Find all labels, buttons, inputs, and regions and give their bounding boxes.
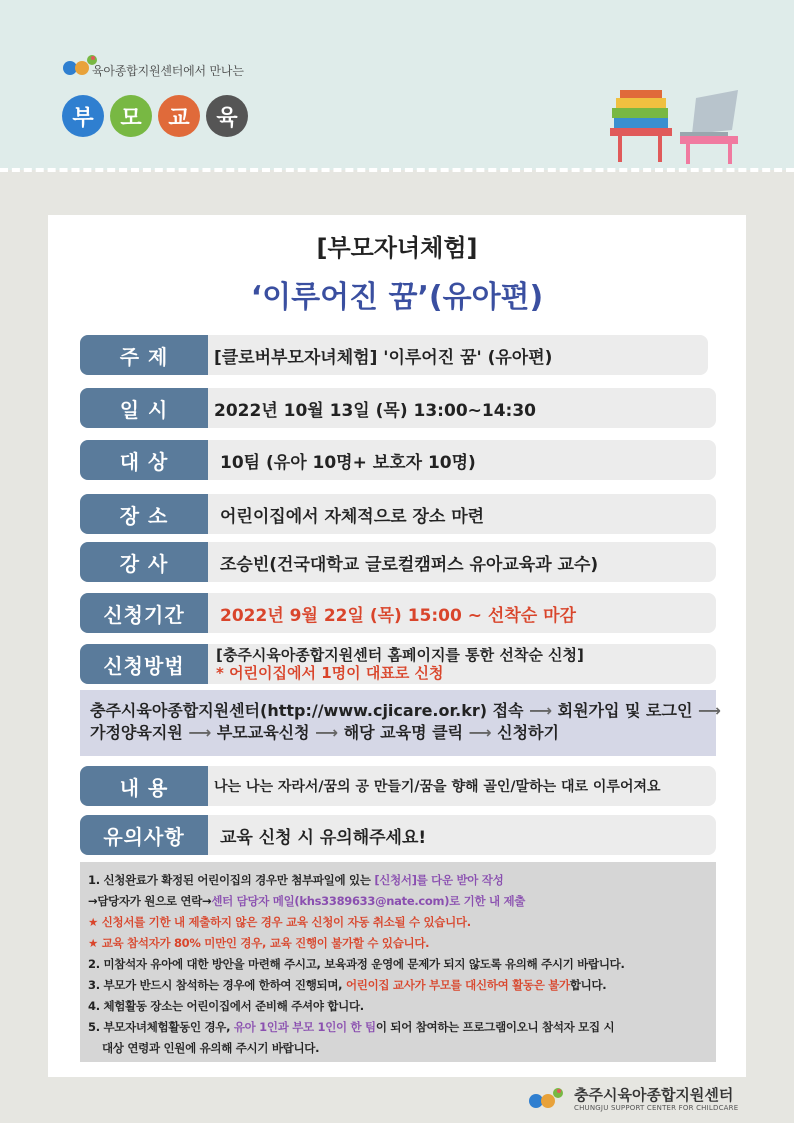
row-label: 유의사항 bbox=[80, 815, 208, 855]
note-text: 3. 부모가 반드시 참석하는 경우에 한하여 진행되며, bbox=[88, 978, 346, 992]
note-text: →담당자가 원으로 연락→ bbox=[88, 894, 212, 908]
note-highlight: 센터 담당자 메일(khs3389633@nate.com)로 기한 내 제출 bbox=[211, 894, 526, 908]
row-value: 2022년 9월 22일 (목) 15:00 ~ 선착순 마감 bbox=[220, 605, 576, 626]
note-text: 4. 체험활동 장소는 어린이집에서 준비해 주셔야 합니다. bbox=[88, 999, 364, 1013]
method-note: * 어린이집에서 1명이 대표로 신청 bbox=[216, 664, 444, 682]
page-subtitle: ‘이루어진 꿈’(유아편) bbox=[250, 280, 544, 315]
row-value: 10팀 (유아 10명+ 보호자 10명) bbox=[220, 452, 476, 473]
procedure-step: 가정양육지원 bbox=[90, 723, 183, 742]
info-row-target bbox=[80, 440, 716, 480]
info-row-period bbox=[80, 593, 716, 633]
note-highlight: 어린이집 교사가 부모를 대신하여 활동은 불가 bbox=[345, 978, 570, 992]
arrow-icon: ⟶ bbox=[468, 723, 492, 742]
row-value: 교육 신청 시 유의해주세요! bbox=[220, 827, 427, 848]
row-value: 2022년 10월 13일 (목) 13:00~14:30 bbox=[214, 400, 536, 421]
row-label: 신청방법 bbox=[80, 644, 208, 684]
info-row-notice bbox=[80, 815, 716, 855]
notice-list bbox=[80, 862, 716, 1062]
note-text: 합니다. bbox=[569, 978, 607, 992]
row-label: 강 사 bbox=[80, 542, 208, 582]
circle-char: 육 bbox=[206, 95, 248, 137]
dashed-divider bbox=[0, 168, 794, 172]
info-row-place bbox=[80, 494, 716, 534]
note-warning: ★ 신청서를 기한 내 제출하지 않은 경우 교육 신청이 자동 취소될 수 있습니다. bbox=[88, 915, 471, 929]
circle-char: 모 bbox=[110, 95, 152, 137]
arrow-icon: ⟶ bbox=[529, 701, 553, 720]
note-text: 1. 신청완료가 확정된 어린이집의 경우만 첨부파일에 있는 bbox=[88, 873, 375, 887]
row-value: 나는 나는 자라서/꿈의 공 만들기/꿈을 향해 골인/말하는 대로 이루어져요 bbox=[214, 779, 661, 795]
row-value: [클로버부모자녀체험] '이루어진 꿈' (유아편) bbox=[214, 347, 553, 368]
row-value: 조승빈(건국대학교 글로컬캠퍼스 유아교육과 교수) bbox=[220, 554, 599, 575]
title-circles bbox=[62, 95, 248, 137]
procedure-step: 해당 교육명 클릭 bbox=[343, 723, 464, 742]
arrow-icon: ⟶ bbox=[697, 701, 721, 720]
row-label: 대 상 bbox=[80, 440, 208, 480]
footer-logo-icon bbox=[528, 1085, 572, 1113]
info-row-date bbox=[80, 388, 716, 428]
application-procedure bbox=[80, 690, 721, 756]
note-text: 5. 부모자녀체험활동인 경우, bbox=[88, 1020, 234, 1034]
info-row-method bbox=[80, 644, 716, 684]
note-text: 이 되어 참여하는 프로그램이오니 참석자 모집 시 bbox=[375, 1020, 615, 1034]
row-label: 일 시 bbox=[80, 388, 208, 428]
method-line: [충주시육아종합지원센터 홈페이지를 통한 선착순 신청] bbox=[216, 646, 584, 664]
arrow-icon: ⟶ bbox=[315, 723, 339, 742]
row-value: 어린이집에서 자체적으로 장소 마련 bbox=[220, 506, 485, 527]
row-label: 주 제 bbox=[80, 335, 208, 375]
row-label: 신청기간 bbox=[80, 593, 208, 633]
footer-center-name: 충주시육아종합지원센터 bbox=[574, 1086, 734, 1104]
procedure-step: 신청하기 bbox=[497, 723, 559, 742]
arrow-icon: ⟶ bbox=[188, 723, 212, 742]
info-row-topic bbox=[80, 335, 708, 375]
note-highlight: [신청서]를 다운 받아 작성 bbox=[374, 873, 504, 887]
procedure-step: 부모교육신청 bbox=[216, 723, 310, 742]
page-title: [부모자녀체험] bbox=[316, 234, 478, 262]
note-highlight: 유아 1인과 부모 1인이 한 팀 bbox=[233, 1020, 376, 1034]
footer-center-subtitle: CHUNGJU SUPPORT CENTER FOR CHILDCARE bbox=[574, 1104, 739, 1112]
method-text bbox=[216, 646, 584, 682]
procedure-step: 충주시육아종합지원센터(http://www.cjicare.or.kr) 접속 bbox=[90, 701, 524, 720]
row-label: 내 용 bbox=[80, 766, 208, 806]
info-row-content bbox=[80, 766, 716, 806]
circle-char: 교 bbox=[158, 95, 200, 137]
note-text: 대상 연령과 인원에 유의해 주시기 바랍니다. bbox=[102, 1041, 320, 1055]
circle-char: 부 bbox=[62, 95, 104, 137]
header-tagline: 육아종합지원센터에서 만나는 bbox=[92, 64, 244, 78]
books-laptop-illustration bbox=[600, 78, 750, 168]
procedure-step: 회원가입 및 로그인 bbox=[557, 701, 693, 720]
note-text: 2. 미참석자 유아에 대한 방안을 마련해 주시고, 보육과정 운영에 문제가 되지 않도록 유의해 주시기 바랍니다. bbox=[88, 957, 625, 971]
row-label: 장 소 bbox=[80, 494, 208, 534]
info-row-instructor bbox=[80, 542, 716, 582]
note-warning: ★ 교육 참석자가 80% 미만인 경우, 교육 진행이 불가할 수 있습니다. bbox=[88, 936, 430, 950]
